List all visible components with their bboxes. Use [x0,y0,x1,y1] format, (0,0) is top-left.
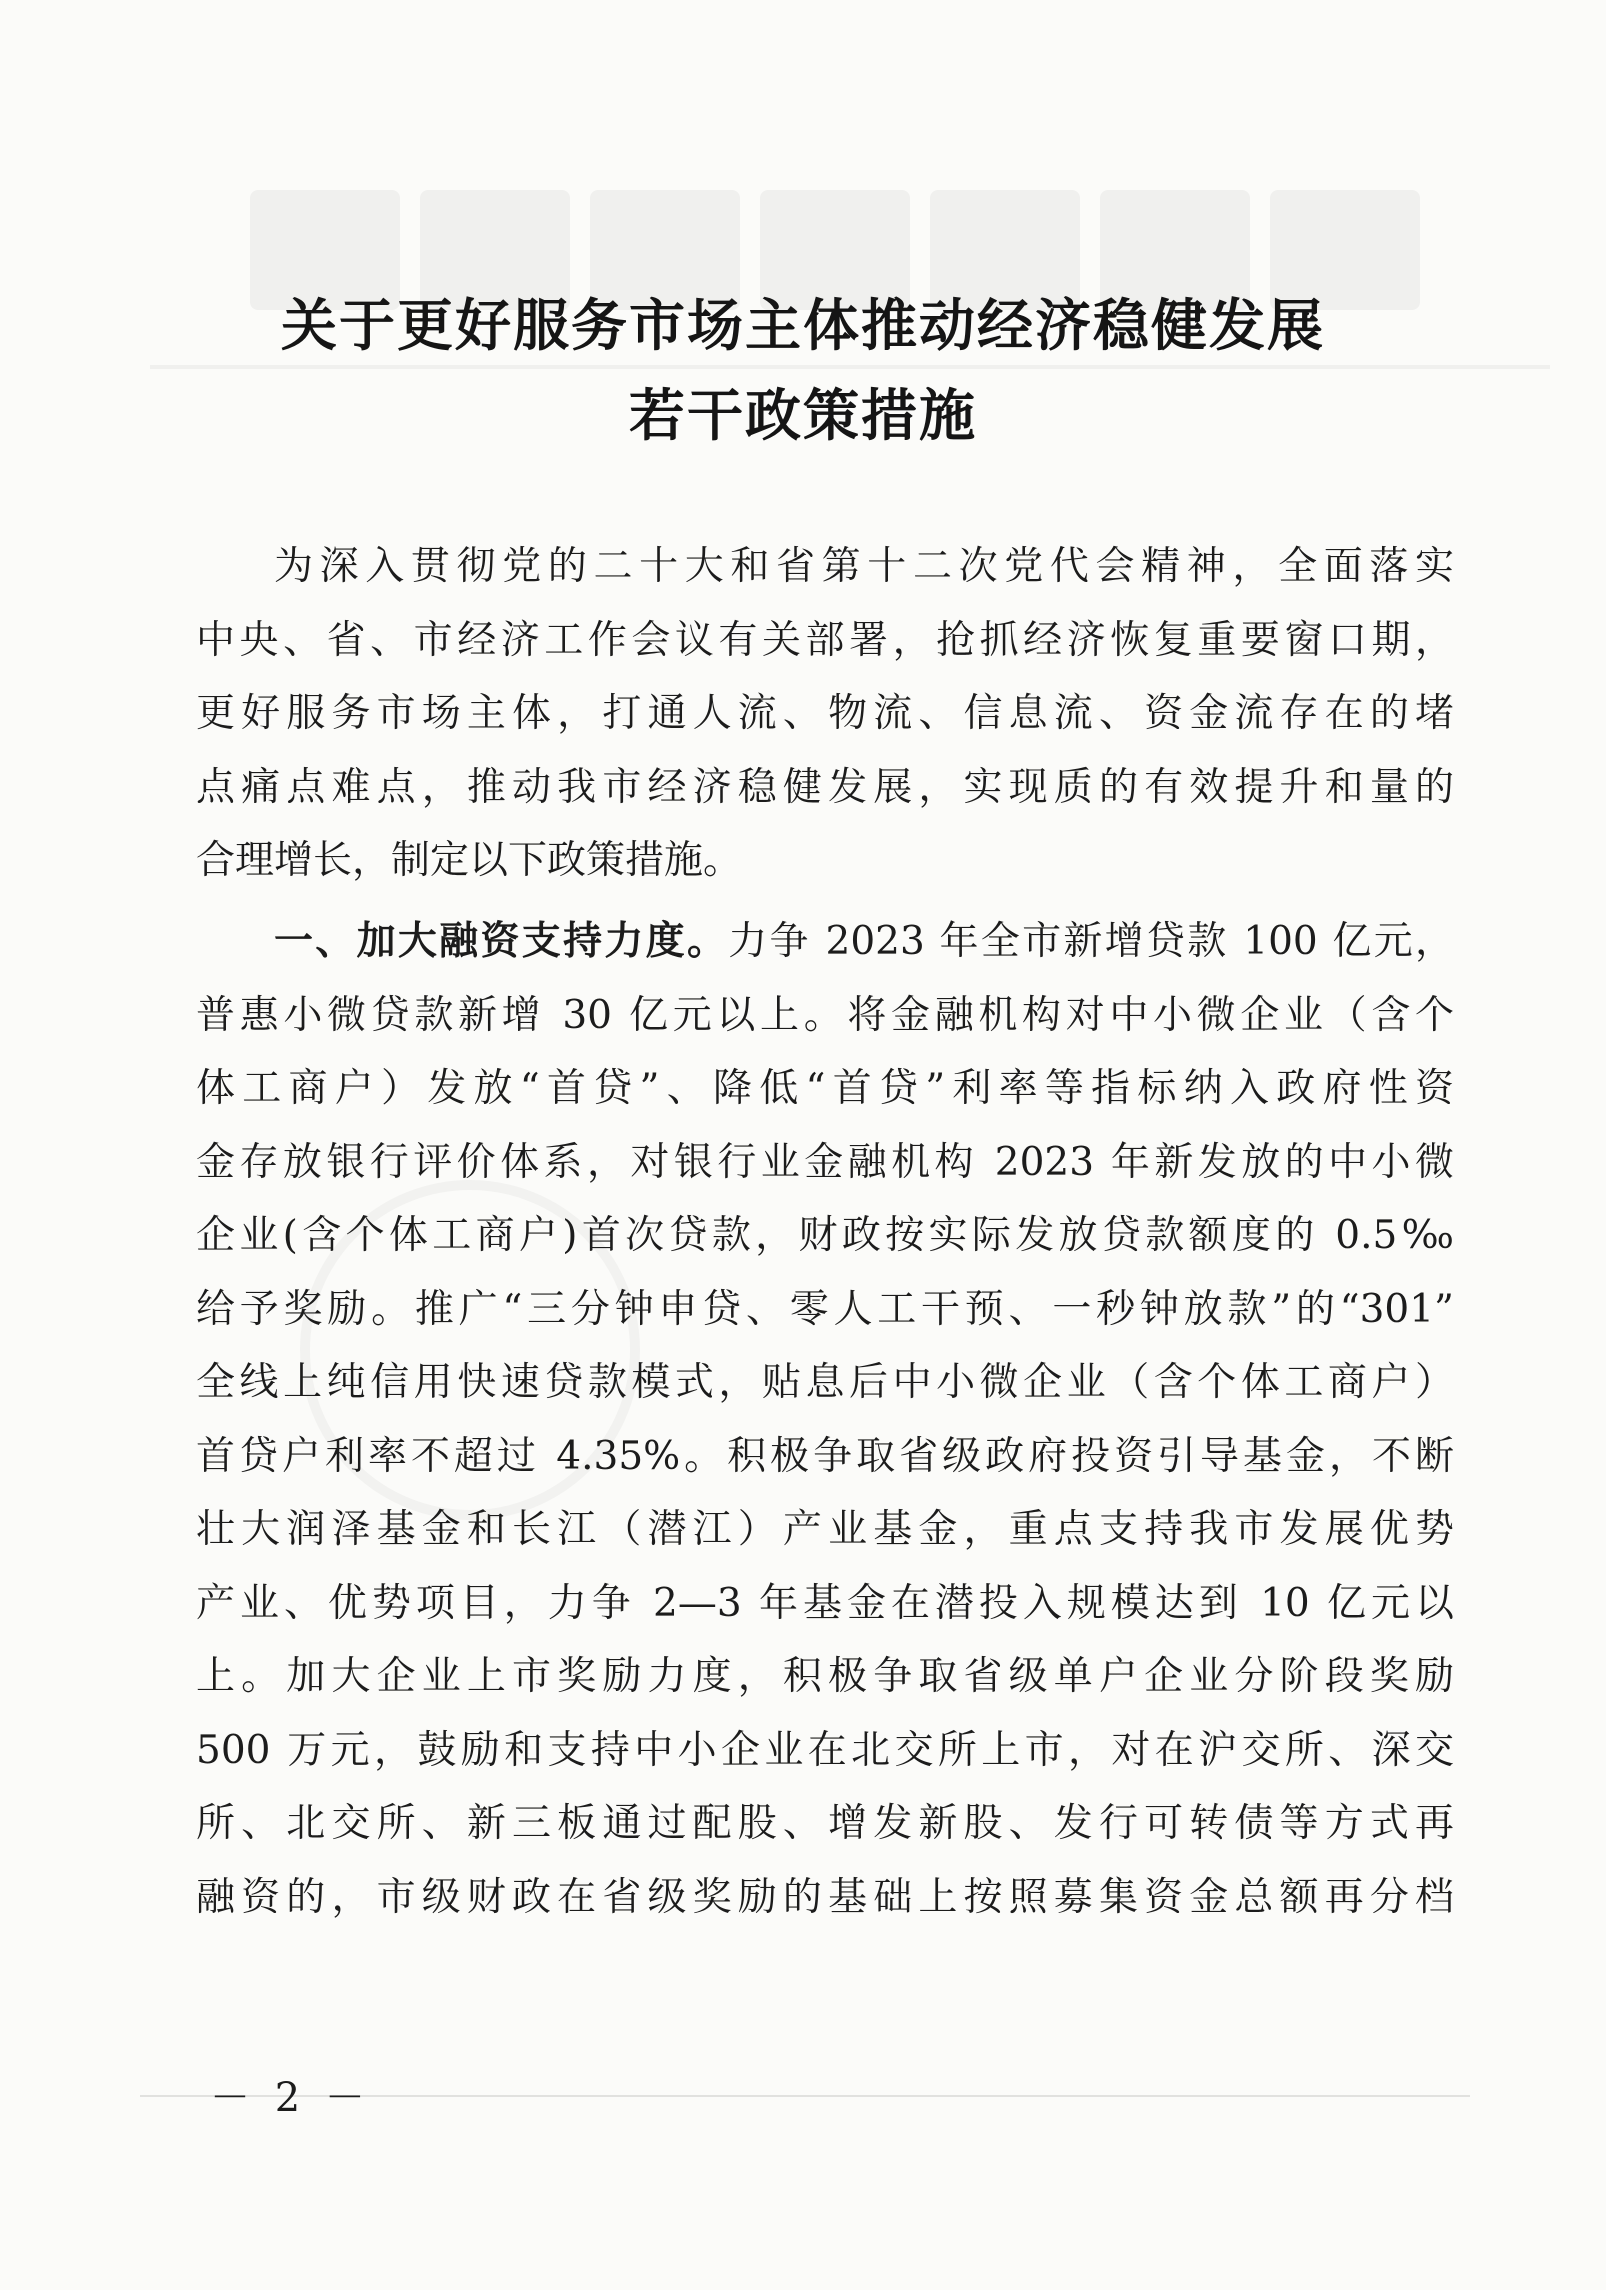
policy-item-1-line: 企业(含个体工商户)首次贷款，财政按实际发放贷款额度的 0.5‰ [196,1213,1454,1258]
policy-item-1-paragraph [196,905,1454,1934]
policy-item-1-line: 金存放银行评价体系，对银行业金融机构 2023 年新发放的中小微 [196,1139,1454,1185]
document-title-line-2: 若干政策措施 [629,384,977,449]
preamble-line: 合理增长，制定以下政策措施。 [196,838,743,883]
policy-item-1-first-line-text: 力争 2023 年全市新增贷款 100 亿元， [728,919,1454,964]
policy-item-1-line: 全线上纯信用快速贷款模式，贴息后中小微企业（含个体工商户） [196,1360,1454,1405]
policy-item-1-first-line [196,905,1454,979]
preamble-line: 点痛点难点，推动我市经济稳健发展，实现质的有效提升和量的 [196,764,1454,810]
policy-item-1-line: 融资的，市级财政在省级奖励的基础上按照募集资金总额再分档 [196,1874,1454,1920]
preamble-line: 更好服务市场主体，打通人流、物流、信息流、资金流存在的堵 [196,691,1454,736]
policy-item-1-line: 产业、优势项目，力争 2—3 年基金在潜投入规模达到 10 亿元以 [196,1580,1454,1626]
page-number: － 2 － [210,2075,371,2121]
preamble-line: 为深入贯彻党的二十大和省第十二次党代会精神，全面落实 [274,544,1454,589]
policy-item-1-line: 普惠小微贷款新增 30 亿元以上。将金融机构对中小微企业（含个 [196,992,1454,1038]
policy-item-1-line: 壮大润泽基金和长江（潜江）产业基金，重点支持我市发展优势 [196,1507,1454,1552]
document-title-line-1: 关于更好服务市场主体推动经济稳健发展 [281,294,1325,359]
preamble-paragraph [196,530,1454,898]
policy-item-1-line: 上。加大企业上市奖励力度，积极争取省级单户企业分阶段奖励 [196,1654,1454,1699]
policy-item-1-heading: 一、加大融资支持力度。 [274,919,729,964]
policy-item-1-line: 体工商户）发放“首贷”、降低“首贷”利率等指标纳入政府性资 [196,1066,1454,1111]
policy-item-1-line: 所、北交所、新三板通过配股、增发新股、发行可转债等方式再 [196,1801,1454,1846]
preamble-line: 中央、省、市经济工作会议有关部署，抢抓经济恢复重要窗口期， [196,617,1454,663]
policy-item-1-line: 给予奖励。推广“三分钟申贷、零人工干预、一秒钟放款”的“301” [196,1286,1454,1332]
policy-item-1-line: 500 万元，鼓励和支持中小企业在北交所上市，对在沪交所、深交 [196,1727,1454,1773]
policy-item-1-line: 首贷户利率不超过 4.35%。积极争取省级政府投资引导基金，不断 [196,1433,1454,1479]
